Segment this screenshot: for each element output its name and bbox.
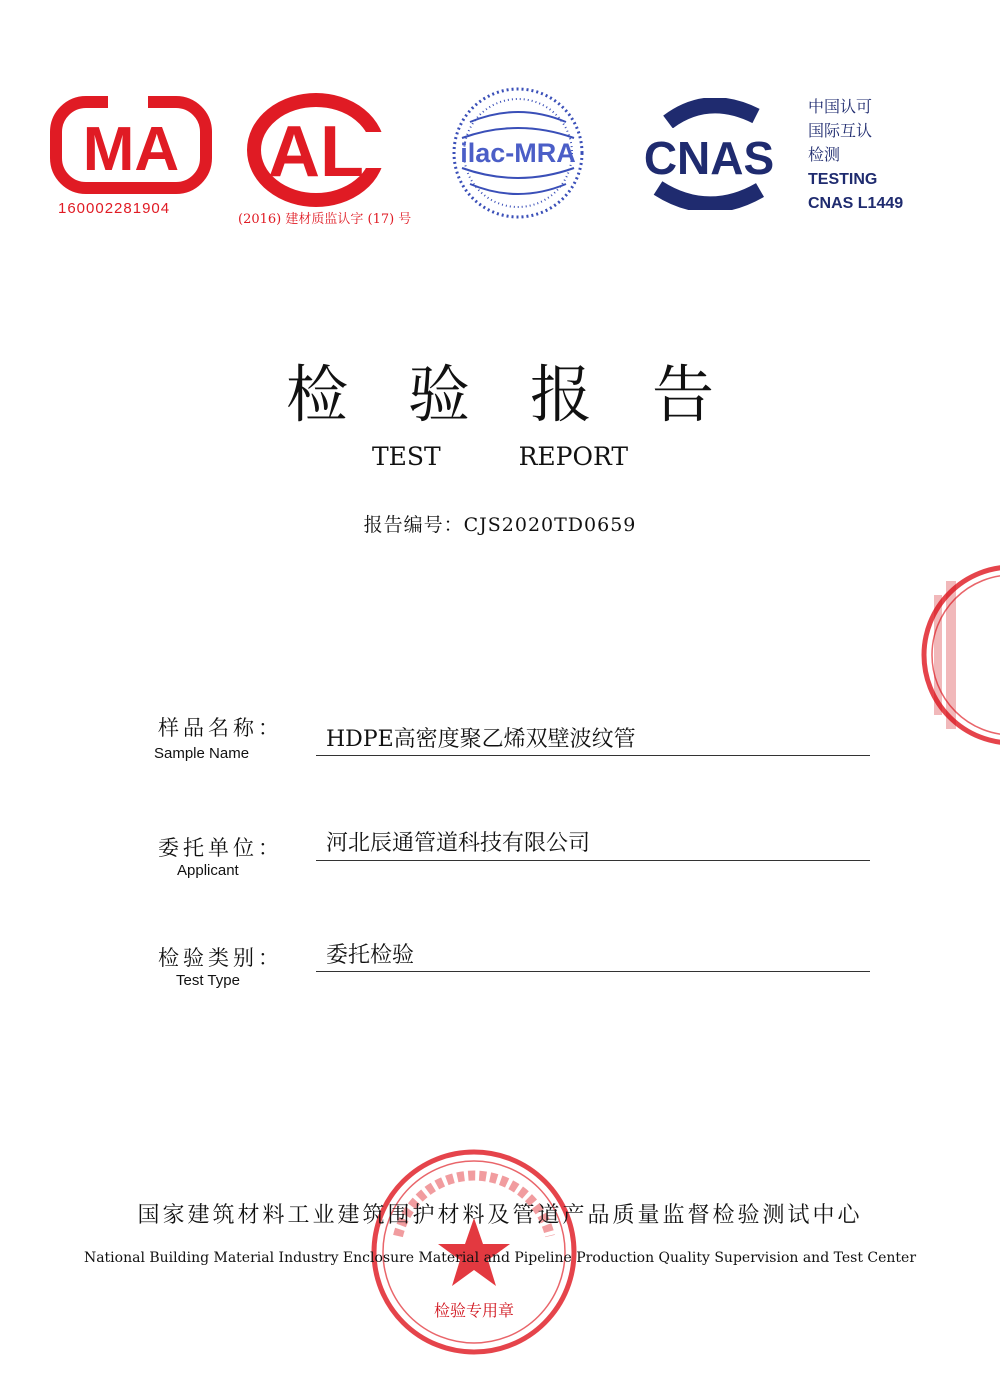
cal-logo	[244, 92, 389, 208]
cnas-logo	[628, 98, 790, 210]
cnas-line-1: 中国认可	[808, 99, 873, 116]
sample-name-label-en: Sample Name	[154, 745, 250, 762]
test-type-underline	[316, 971, 870, 972]
ilac-mra-text: ilac-MRA	[460, 138, 576, 168]
cma-logo	[48, 96, 216, 200]
test-type-label-en: Test Type	[176, 972, 240, 989]
test-type-label: 检验类别：	[158, 946, 283, 970]
test-type-value: 委托检验	[326, 943, 415, 968]
cnas-line-4: TESTING	[808, 171, 878, 188]
sample-name-value: HDPE高密度聚乙烯双壁波纹管	[326, 727, 636, 752]
cnas-line-5: CNAS L1449	[808, 195, 904, 212]
cnas-mark: CNAS	[643, 132, 775, 184]
report-title-en: TEST REPORT	[371, 442, 629, 471]
applicant-label-en: Applicant	[177, 862, 239, 879]
cnas-line-2: 国际互认	[808, 123, 873, 140]
cnas-accreditation-text	[808, 96, 903, 216]
seal-label: 检验专用章	[433, 1301, 514, 1320]
center-name-cn: 国家建筑材料工业建筑围护材料及管道产品质量监督检验测试中心	[137, 1203, 863, 1228]
center-name-en: National Building Material Industry Enclosure Material and Pipeline Production Quality Supervision and Test Center	[83, 1250, 917, 1266]
report-number: 报告编号：CJS2020TD0659	[363, 514, 637, 536]
applicant-value: 河北辰通管道科技有限公司	[326, 831, 591, 856]
cma-code: 160002281904	[58, 200, 171, 217]
svg-text:AL: AL	[268, 112, 364, 192]
cnas-line-3: 检测	[808, 147, 841, 164]
cal-code: (2016) 建材质监认字 (17) 号	[238, 212, 412, 227]
report-title: 检验报告	[285, 358, 774, 431]
edge-seal	[912, 555, 1000, 755]
svg-text:MA: MA	[82, 115, 180, 184]
sample-name-underline	[316, 755, 870, 756]
applicant-label: 委托单位：	[158, 836, 283, 860]
applicant-underline	[316, 860, 870, 861]
ilac-mra-logo	[448, 86, 588, 220]
sample-name-label: 样品名称：	[158, 716, 283, 740]
